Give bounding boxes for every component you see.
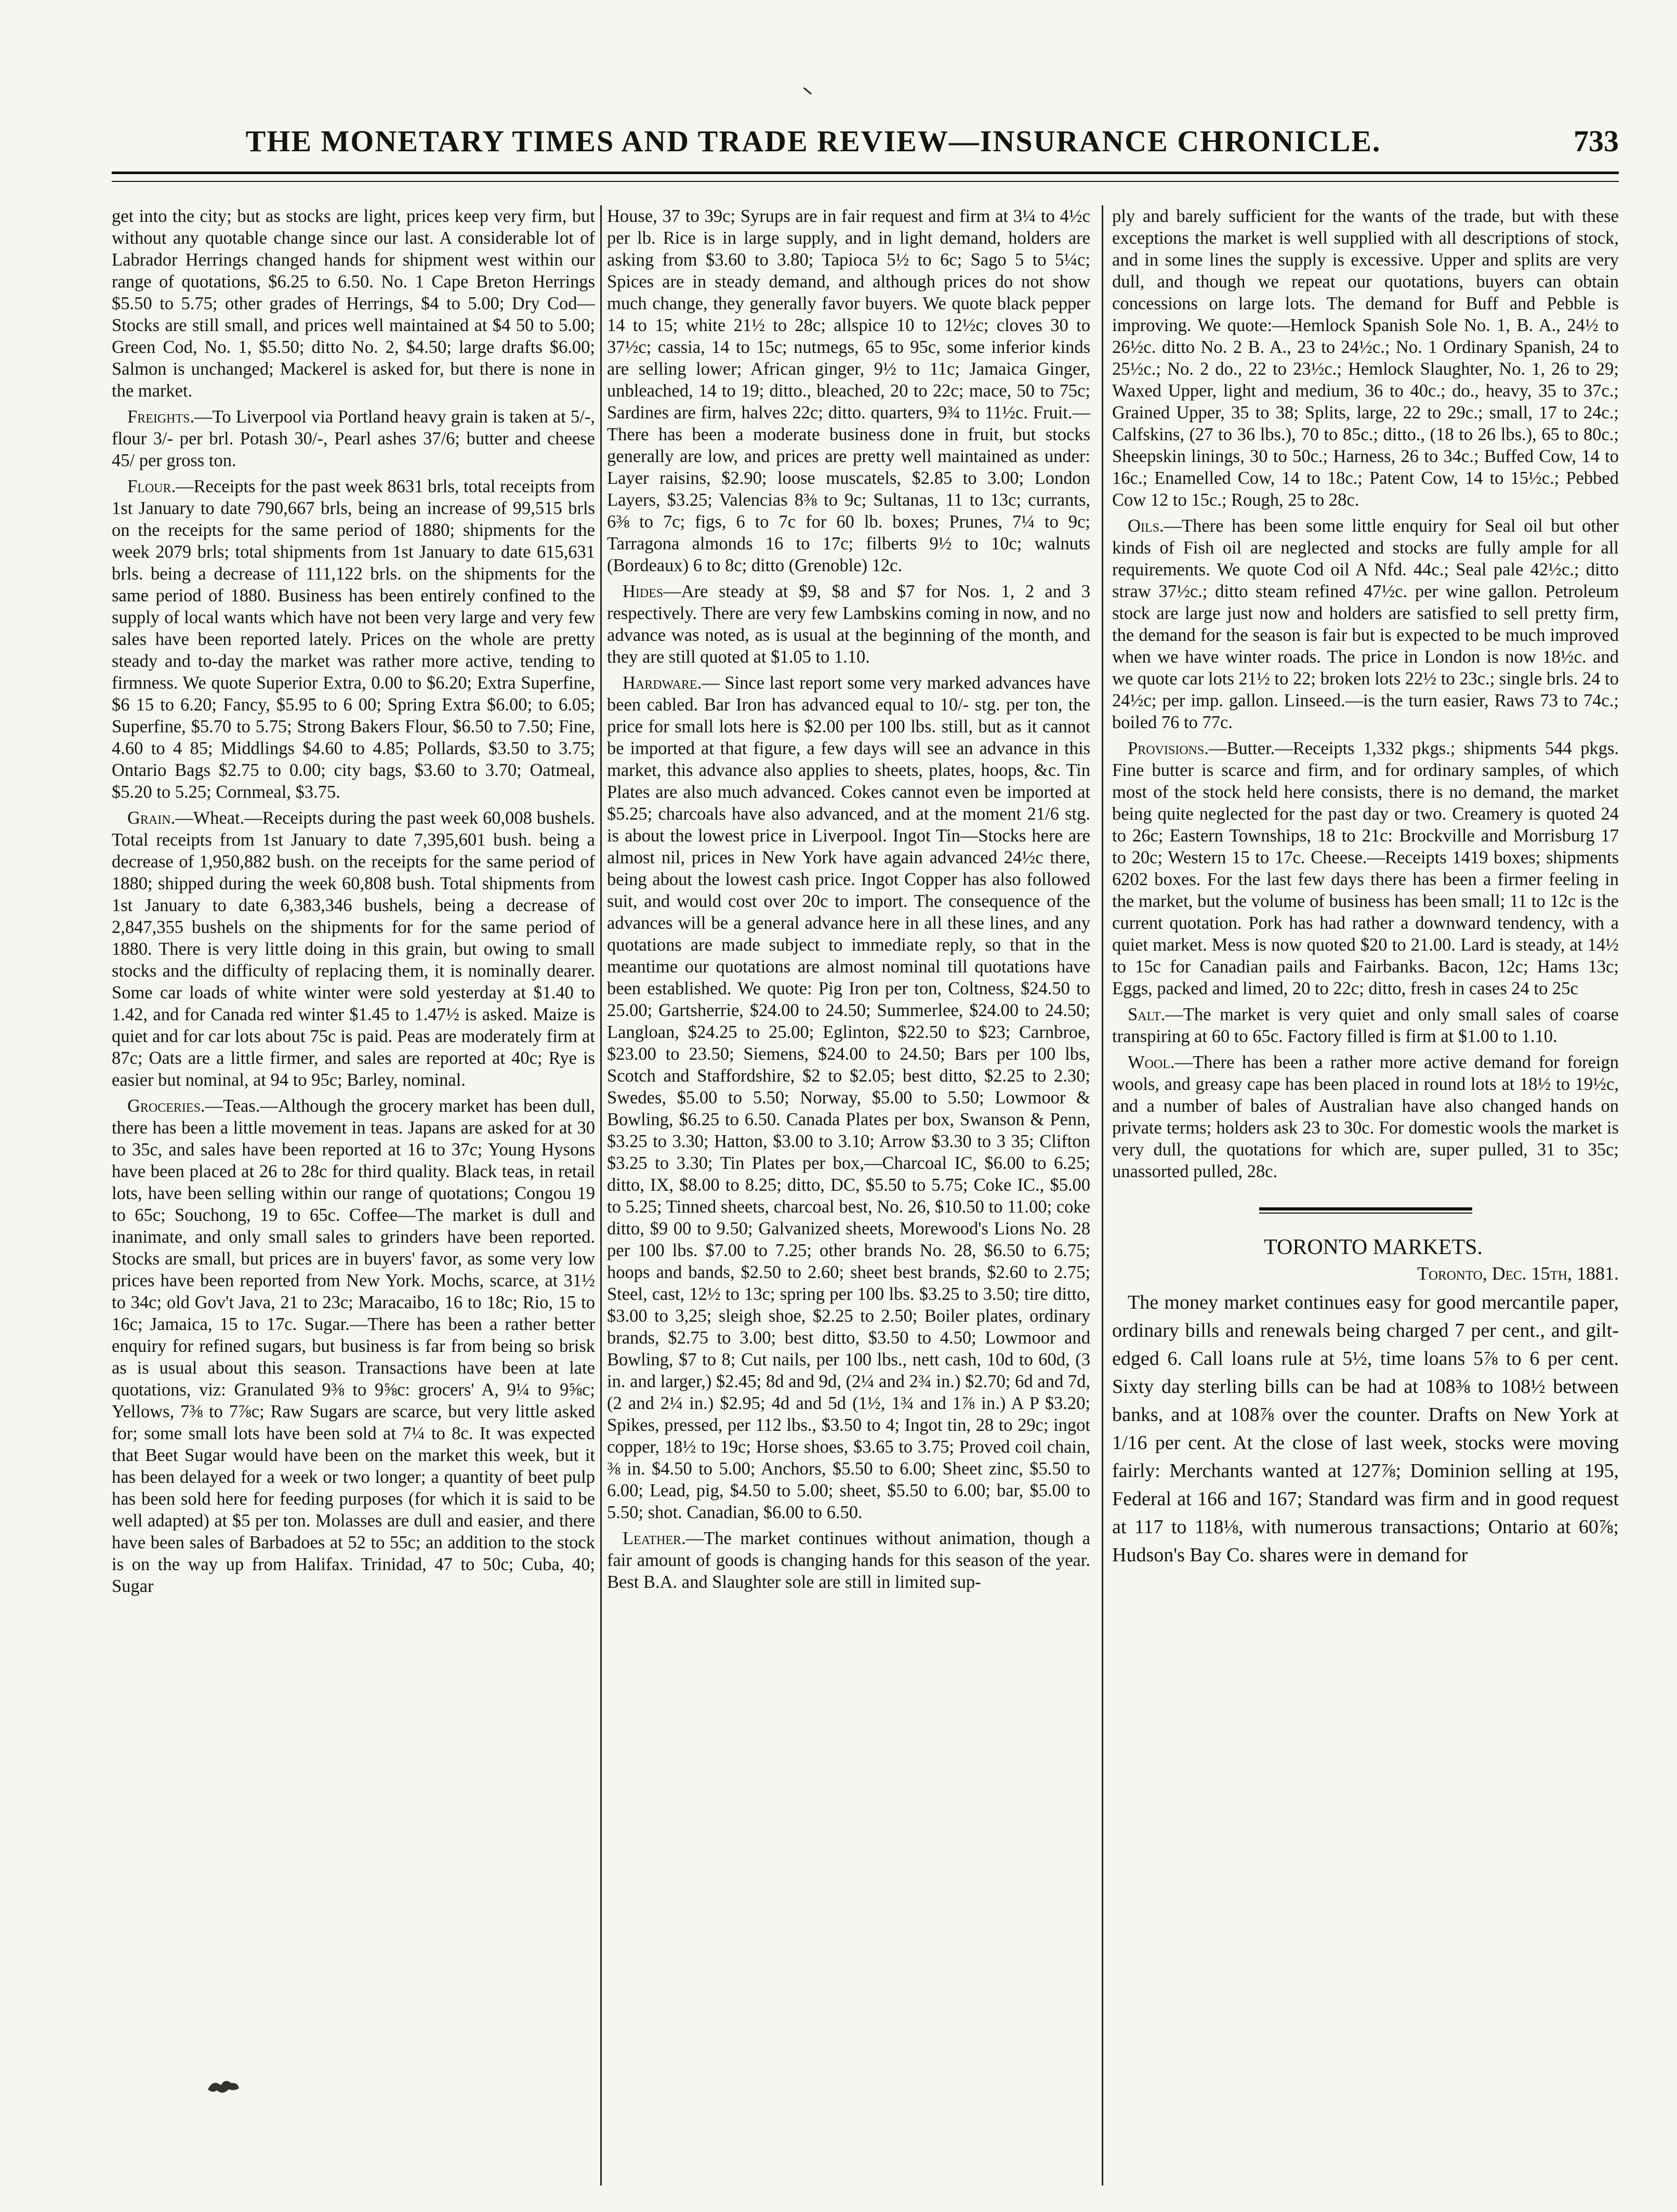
section-lead: Flour. xyxy=(127,477,176,496)
col1-paragraph xyxy=(112,205,595,402)
page-number: 733 xyxy=(1574,124,1619,158)
col3-paragraph xyxy=(1112,1004,1619,1047)
section-lead: Grain. xyxy=(127,808,176,828)
paragraph-text: —To Liverpool via Portland heavy grain is taken at 5/-, flour 3/- per brl. Potash 30/-, Pearl ashes 37/6; butter and cheese 45/ per gross ton. xyxy=(112,407,595,470)
col2-paragraph xyxy=(607,205,1090,576)
paragraph-text: —Teas.—Although the grocery market has been dull, there has been a little movement in teas. Japans are asked for at 30 to 35c, and sales have been reported at 16 to 37c; Young Hysons have been placed at 26 to 28c for third quality. Black teas, in retail lots, have been selling within our range of quotations; Congou 19 to 65c; Souchong, 19 to 65c. Coffee—The market is dull and inanimate, and only small sales to grinders have been reported. Stocks are small, but prices are in buyers' favor, as some very low prices have been reported from New York. Mochs, scarce, at 31½ to 34c; old Gov't Java, 21 to 23c; Maracaibo, 16 to 18c; Rio, 15 to 16c; Jamaica, 15 to 17c. Sugar.—There has been a rather better enquiry for refined sugars, but business is far from being so brisk as is usual about this season. Transactions have been at late quotations, viz: Granulated 9⅜ to 9⅝c: grocers' A, 9¼ to 9⅝c; Yellows, 7⅜ to 7⅞c; Raw Sugars are scarce, but very little asked for; some small lots have been sold at 7¼ to 8c. It was expected that Beet Sugar would have been on the market this week, but it has been delayed for a week or two longer; a quantity of beet pulp has been sold here for feeding purposes (for which it is said to be well adapted) at $5 per ton. Molasses are dull and easier, and there have been sales of Barbadoes at 52 to 55c; an addition to the stock is on the way up from Halifax. Trinidad, 47 to 50c; Cuba, 40; Sugar xyxy=(112,1096,595,1596)
header-rule-thick xyxy=(112,172,1619,174)
paragraph-text: House, 37 to 39c; Syrups are in fair request and firm at 3¼ to 4½c per lb. Rice is in large supply, and in light demand, holders are asking from $3.60 to 3.80; Tapioca 5½ to 6c; Sago 5 to 5¼c; Spices are in steady demand, and although prices do not show much change, they generally favor buyers. We quote black pepper 14 to 15; white 21½ to 28c; allspice 10 to 12½c; cloves 30 to 37½c; cassia, 14 to 15c; nutmegs, 65 to 95c, some inferior kinds are selling lower; African ginger, 9½ to 11c; Jamaica Ginger, unbleached, 14 to 19; ditto., bleached, 20 to 22c; mace, 50 to 75c; Sardines are firm, halves 22c; ditto. quarters, 9¾ to 11½c. Fruit.—There has been a moderate business done in fruit, but stocks generally are low, and prices are pretty well maintained as under: Layer raisins, $2.90; loose muscatels, $2.85 to 3.00; London Layers, $3.25; Valencias 8⅜ to 9c; Sultanas, 11 to 13c; currants, 6⅜ to 7c; figs, 6 to 7c for 60 lb. boxes; Prunes, 7¼ to 9c; Tarragona almonds 16 to 17c; filberts 9½ to 10c; walnuts (Bordeaux) 6 to 8c; ditto (Grenoble) 12c. xyxy=(607,206,1090,575)
column-divider xyxy=(600,205,602,2185)
column-2 xyxy=(607,205,1090,2191)
col1-paragraph xyxy=(112,406,595,471)
column-divider xyxy=(1102,205,1103,2185)
paragraph-text: ply and barely sufficient for the wants of the trade, but with these exceptions the market is well supplied with all descriptions of stock, and in some lines the supply is excessive. Upper and splits are very dull, and though we repeat our quotations, buyers can obtain concessions on large lots. The demand for Buff and Pebble is improving. We quote:—Hemlock Spanish Sole No. 1, B. A., 24½ to 26½c. ditto No. 2 B. A., 23 to 24½c.; No. 1 Ordinary Spanish, 24 to 25½c.; No. 2 do., 22 to 23½c.; Hemlock Slaughter, No. 1, 26 to 29; Waxed Upper, light and medium, 36 to 40c.; do., heavy, 35 to 37c.; Grained Upper, 35 to 38; Splits, large, 22 to 29c.; small, 17 to 24c.; Calfskins, (27 to 36 lbs.), 70 to 85c.; ditto., (18 to 26 lbs.), 65 to 80c.; Sheepskin linings, 30 to 50c.; Harness, 26 to 34c.; Buffed Cow, 14 to 16c.; Enamelled Cow, 14 to 18c.; Patent Cow, 14 to 15½c.; Pebbed Cow 12 to 15c.; Rough, 25 to 28c. xyxy=(1112,206,1619,510)
header-title: THE MONETARY TIMES AND TRADE REVIEW—INSURANCE CHRONICLE. xyxy=(245,124,1381,158)
col3-paragraph xyxy=(1112,738,1619,999)
section-lead: Wool. xyxy=(1128,1052,1175,1072)
paragraph-text: —There has been some little enquiry for Seal oil but other kinds of Fish oil are neglected and stocks are fully ample for all requirements. We quote Cod oil A Nfd. 44c.; Seal pale 42½c.; ditto straw 37½c.; ditto steam refined 47½c. per wine gallon. Petroleum stock are large just now and holders are satisfied to sell pretty firm, the demand for the season is fair but is expected to be much improved when we have winter roads. The price in London is now 18½c. and we quote car lots 21½ to 22; broken lots 22½ to 23c.; single brls. 24 to 24½c; per imp. gallon. Linseed.—is the turn easier, Raws 73 to 74c.; boiled 76 to 77c. xyxy=(1112,516,1619,732)
col2-paragraph xyxy=(607,672,1090,1523)
toronto-dateline: Toronto, Dec. 15th, 1881. xyxy=(1417,1263,1619,1284)
header-rule-thin xyxy=(112,181,1619,182)
section-lead: Oils. xyxy=(1128,516,1164,536)
paragraph-text: —Receipts for the past week 8631 brls, total receipts from 1st January to date 790,667 brls, being an increase of 99,515 brls on the receipts for the same period of 1880; shipments for the week 2079 brls; total shipments from 1st January to date 615,631 brls. being a decrease of 111,122 brls. on the shipments for the same period of 1880. Business has been entirely confined to the supply of local wants which have not been very large and very few sales have been reported lately. Prices on the whole are pretty steady and to-day the market was rather more active, tending to firmness. We quote Superior Extra, 0.00 to $6.20; Extra Superfine, $6 15 to 6.20; Fancy, $5.95 to 6 00; Spring Extra $6.00; to 6.05; Superfine, $5.70 to 5.75; Strong Bakers Flour, $6.50 to 7.50; Fine, 4.60 to 4 85; Middlings $4.60 to 4.85; Pollards, $3.50 to 3.75; Ontario Bags $2.75 to 0.00; city bags, $3.60 to 3.70; Oatmeal, $5.20 to 5.25; Cornmeal, $3.75. xyxy=(112,477,595,802)
paragraph-text: —Are steady at $9, $8 and $7 for Nos. 1, 2 and 3 respectively. There are very few Lambskins coming in now, and no advance was noted, as is usual at the beginning of the month, and they are still quoted at $1.05 to 1.10. xyxy=(607,582,1090,667)
section-lead: Groceries. xyxy=(127,1096,205,1116)
paragraph-text: —Wheat.—Receipts during the past week 60,008 bushels. Total receipts from 1st January to date 7,395,601 bush. being a decrease of 1,950,882 bush. on the receipts for the same period of 1880; shipped during the week 60,808 bush. Total shipments from 1st January to date 6,383,346 bushels, being a decrease of 2,847,355 bushels on the shipments for for the same period of 1880. There is very little doing in this grain, but owing to small stocks and the difficulty of replacing them, it is nominally dearer. Some car loads of white winter were sold yesterday at $1.40 to 1.42, and for Canada red winter $1.45 to 1.47½ is asked. Maize is quiet and for car lots about 75c is paid. Peas are moderately firm at 87c; Oats are a little firmer, and sales are reported at 40c; Rye is easier but nominal, at 94 to 95c; Barley, nominal. xyxy=(112,808,595,1090)
toronto-markets-body xyxy=(1112,1288,1619,1569)
toronto-paragraph: The money market continues easy for good mercantile paper, ordinary bills and renewals being charged 7 per cent., and gilt-edged 6. Call loans rule at 5½, time loans 5⅞ to 6 per cent. Sixty day sterling bills can be had at 108⅜ to 108½ between banks, and at 108⅞ over the counter. Drafts on New York at 1/16 per cent. At the close of last week, stocks were moving fairly: Merchants wanted at 127⅞; Dominion selling at 195, Federal at 166 and 167; Standard was firm and in good request at 117 to 118⅛, with numerous transactions; Ontario at 60⅞; Hudson's Bay Co. shares were in demand for xyxy=(1112,1292,1619,1566)
ink-speck-mark xyxy=(803,86,813,96)
col2-paragraph xyxy=(607,1528,1090,1593)
toronto-markets-heading: TORONTO MARKETS. xyxy=(1264,1235,1483,1259)
paragraph-text: —There has been a rather more active demand for foreign wools, and greasy cape has been placed in round lots at 18½ to 19½c, and a number of bales of Australian have also changed hands on private terms; holders ask 23 to 30c. For domestic wools the market is very dull, the quotations for which are, super pulled, 31 to 35c; unassorted pulled, 28c. xyxy=(1112,1052,1619,1181)
col2-paragraph xyxy=(607,581,1090,668)
paragraph-text: — Since last report some very marked advances have been cabled. Bar Iron has advanced equal to 10/- stg. per ton, the price for small lots here is $2.00 per 100 lbs. still, but as it cannot be imported at that figure, a few days will see an advance in this market, this advance also applies to sheets, plates, hoops, &c. Tin Plates are also much advanced. Cokes cannot even be imported at $5.25; charcoals have also advanced, and at the moment 21/6 stg. is about the lowest price in Liverpool. Ingot Tin—Stocks here are almost nil, prices in New York have again advanced 24½c there, being about the lowest cash price. Ingot Copper has also followed suit, and would cost over 20c to import. The consequence of the advances will be a general advance here in all these lines, and any quotations are made subject to immediate reply, so that in the meantime our quotations are almost nominal till quotations have been established. We quote: Pig Iron per ton, Coltness, $24.50 to 25.00; Gartsherrie, $24.00 to 24.50; Summerlee, $24.00 to 24.50; Langloan, $24.25 to 25.00; Eglinton, $22.50 to $23; Carnbroe, $23.00 to 23.50; Siemens, $24.00 to 24.50; Bars per 100 lbs, Scotch and Staffordshire, $2 to $2.05; best ditto, $2.25 to 2.30; Swedes, $5.00 to 5.50; Norway, $5.00 to 5.50; Lowmoor & Bowling, $6.25 to 6.50. Canada Plates per box, Swanson & Penn, $3.25 to 3.30; Hatton, $3.00 to 3.10; Arrow $3.30 to 3 35; Clifton $3.25 to 3.30; Tin Plates per box,—Charcoal IC, $6.00 to 6.25; ditto, IX, $8.00 to 8.25; ditto, DC, $5.50 to 5.75; Coke IC., $5.00 to 5.25; Tinned sheets, charcoal best, No. 26, $10.50 to 11.00; coke ditto, $9 00 to 9.50; Galvanized sheets, Morewood's Lions No. 28 per 100 lbs. $7.00 to 7.25; other brands No. 28, $6.50 to 6.75; hoops and bands, $2.50 to 2.60; sheet best brands, $2.60 to 2.75; Steel, cast, 12½ to 13c; spring per 100 lbs. $3.25 to 3.50; tire ditto, $3.00 to 3,25; sleigh shoe, $2.25 to 2.50; Boiler plates, ordinary brands, $2.75 to 3.00; best ditto, $3.50 to 4.50; Lowmoor and Bowling, $7 to 8; Cut nails, per 100 lbs., nett cash, 10d to 60d, (3 in. and larger,) $2.45; 8d and 9d, (2¼ and 2¾ in.) $2.70; 6d and 7d, (2 and 2¼ in.) $2.95; 4d and 5d (1½, 1¾ and 1⅞ in.) A P $3.20; Spikes, pressed, per 112 lbs., $3.50 to 4; Ingot tin, 28 to 29c; ingot copper, 18½ to 19c; Horse shoes, $3.65 to 3.75; Proved coil chain, ⅜ in. $4.50 to 5.00; Anchors, $5.50 to 6.00; Sheet zinc, $5.50 to 6.00; Lead, pig, $4.50 to 5.00; sheet, $5.50 to 6.00; bar, $5.00 to 5.50; shot. Canadian, $6.00 to 6.50. xyxy=(607,673,1090,1522)
col3-paragraph xyxy=(1112,515,1619,733)
section-lead: Salt. xyxy=(1128,1005,1166,1024)
section-divider xyxy=(1259,1207,1472,1214)
column-3 xyxy=(1112,205,1619,2191)
section-lead: Leather. xyxy=(623,1529,686,1548)
section-lead: Freights. xyxy=(127,407,195,427)
col1-paragraph xyxy=(112,1095,595,1597)
paragraph-text: —The market is very quiet and only small sales of coarse transpiring at 60 to 65c. Factory filled is firm at $1.00 to 1.10. xyxy=(1112,1005,1619,1046)
page-header xyxy=(112,124,1619,165)
column-1 xyxy=(112,205,595,2191)
col1-paragraph xyxy=(112,476,595,803)
paragraph-text: —The market continues without animation, though a fair amount of goods is changing hands for this season of the year. Best B.A. and Slaughter sole are still in limited sup- xyxy=(607,1529,1090,1592)
column-3-paragraphs xyxy=(1112,205,1619,1182)
col3-paragraph xyxy=(1112,1051,1619,1182)
ink-blot-mark xyxy=(205,2074,242,2100)
col3-paragraph xyxy=(1112,205,1619,511)
paragraph-text: —Butter.—Receipts 1,332 pkgs.; shipments 544 pkgs. Fine butter is scarce and firm, and for ordinary samples, of which most of the stock held here consists, there is no demand, the market being quite neglected for the past day or two. Creamery is quoted 24 to 26c; Eastern Townships, 18 to 21c: Brockville and Morrisburg 17 to 20c; Western 15 to 17c. Cheese.—Receipts 1419 boxes; shipments 6202 boxes. For the last few days there has been a firmer feeling in the market, but the volume of business has been small; 11 to 12c is the current quotation. Pork has had rather a downward tendency, with a quiet market. Mess is now quoted $20 to 21.00. Lard is steady, at 14½ to 15c for Canadian pails and Fairbanks. Bacon, 12c; Hams 13c; Eggs, packed and limed, 20 to 22c; ditto, fresh in cases 24 to 25c xyxy=(1112,739,1619,998)
section-lead: Provisions. xyxy=(1128,739,1209,758)
section-lead: Hardware. xyxy=(623,673,702,693)
col1-paragraph xyxy=(112,807,595,1091)
paragraph-text: get into the city; but as stocks are light, prices keep very firm, but without any quotable change since our last. A considerable lot of Labrador Herrings changed hands for shipment west within our range of quotations, $6.25 to 6.50. No. 1 Cape Breton Herrings $5.50 to 5.75; other grades of Herrings, $4 to 5.00; Dry Cod—Stocks are still small, and prices well maintained at $4 50 to 5.00; Green Cod, No. 1, $5.50; ditto No. 2, $4.50; large drafts $6.00; Salmon is unchanged; Mackerel is asked for, but there is none in the market. xyxy=(112,206,595,401)
section-lead: Hides xyxy=(623,582,664,601)
